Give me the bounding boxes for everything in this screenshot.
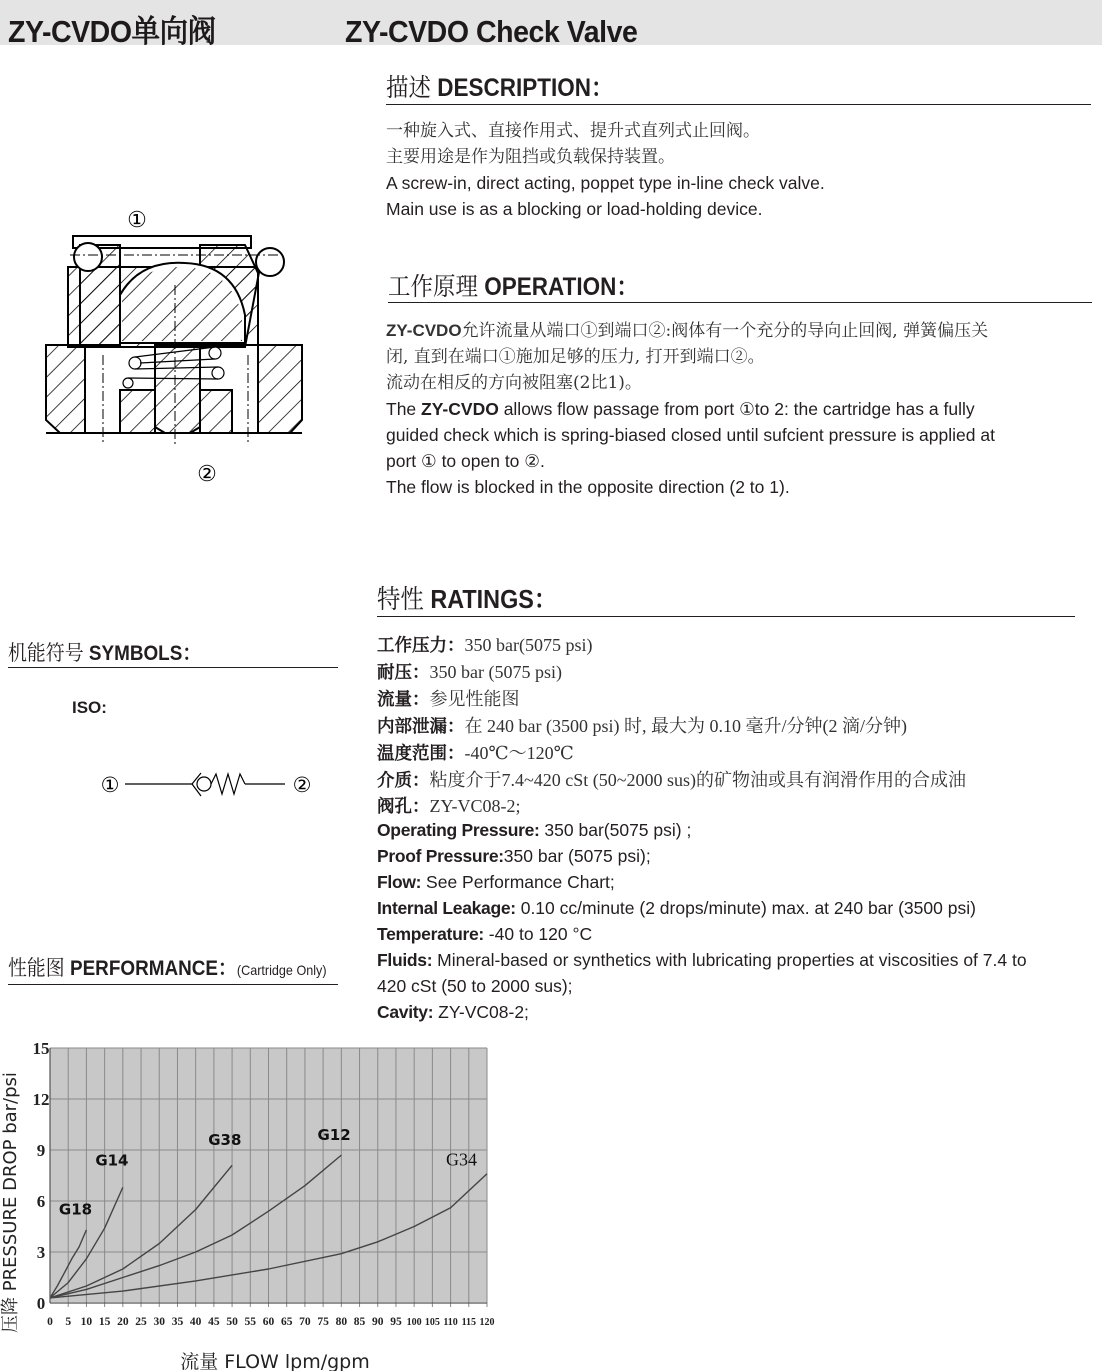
series-label: G14 [95, 1151, 129, 1170]
spring-icon [211, 774, 245, 794]
x-tick-label: 60 [262, 1316, 275, 1328]
x-tick-label: 25 [135, 1316, 147, 1328]
operation-line-7: The flow is blocked in the opposite direction (2 to 1). [386, 477, 790, 497]
x-tick-label: 115 [461, 1317, 477, 1328]
x-tick-label: 5 [65, 1316, 72, 1328]
y-tick-label: 9 [36, 1141, 46, 1160]
x-tick-label: 75 [317, 1316, 329, 1328]
rating-row: 阀孔：ZY-VC08-2; [377, 796, 521, 818]
description-heading: 描述 DESCRIPTION： [386, 72, 1091, 105]
rating-row: Operating Pressure: 350 bar(5075 psi) ; [377, 820, 692, 840]
operation-text [386, 318, 995, 500]
rating-row: 420 cSt (50 to 2000 sus); [377, 976, 573, 996]
x-tick-label: 15 [98, 1316, 111, 1328]
rating-row: Proof Pressure:350 bar (5075 psi); [377, 846, 651, 866]
rating-row: 温度范围：-40℃～120℃ [377, 742, 574, 764]
series-label: G18 [58, 1200, 93, 1219]
description-text [386, 118, 825, 222]
x-tick-label: 95 [390, 1316, 402, 1328]
ball-icon [197, 777, 211, 791]
description-line-cn-1: 一种旋入式、直接作用式、提升式直列式止回阀。 [386, 121, 760, 141]
y-tick-label: 15 [32, 1039, 50, 1058]
description-line-en-2: Main use is as a blocking or load-holding device. [386, 199, 763, 219]
x-tick-label: 70 [299, 1316, 311, 1328]
operation-line-4: The ZY-CVDO allows flow passage from port ①to 2: the cartridge has a fully [386, 399, 975, 419]
operation-line-6: port ① to open to ②. [386, 451, 545, 471]
x-tick-label: 110 [443, 1317, 458, 1328]
x-tick-label: 65 [280, 1316, 293, 1328]
series-label: G12 [317, 1125, 351, 1144]
x-tick-label: 50 [226, 1316, 238, 1328]
y-tick-label: 12 [32, 1090, 50, 1109]
ratings-cn-list [377, 633, 966, 821]
port-1-label: ① [127, 207, 147, 232]
operation-line-2: 闭, 直到在端口①施加足够的压力, 打开到端口②。 [386, 347, 765, 367]
x-tick-label: 85 [353, 1316, 366, 1328]
symbol-port-2: ② [292, 773, 312, 797]
ratings-en-list [377, 817, 1027, 1025]
rating-row: Flow: See Performance Chart; [377, 872, 615, 892]
rating-row: Internal Leakage: 0.10 cc/minute (2 drops/minute) max. at 240 bar (3500 psi) [377, 898, 976, 918]
x-tick-label: 0 [47, 1316, 53, 1328]
x-axis-label: 流量 FLOW lpm/gpm [180, 1351, 370, 1371]
iso-label: ISO: [72, 698, 107, 717]
symbol-port-1: ① [100, 773, 120, 797]
rating-row: Temperature: -40 to 120 °C [377, 924, 593, 944]
x-tick-label: 105 [424, 1317, 440, 1328]
iso-check-valve-symbol [95, 765, 320, 805]
ratings-heading: 特性 RATINGS： [377, 582, 1075, 617]
rating-row: 耐压：350 bar (5075 psi) [377, 661, 562, 683]
series-label: G38 [208, 1130, 242, 1149]
operation-line-1: ZY-CVDO允许流量从端口①到端口②:阀体有一个充分的导向止回阀, 弹簧偏压关 [386, 321, 989, 341]
operation-heading: 工作原理 OPERATION： [388, 270, 1092, 303]
performance-heading: 性能图 PERFORMANCE：(Cartridge Only) [8, 955, 338, 985]
x-tick-label: 35 [171, 1316, 184, 1328]
rating-row: 工作压力：350 bar(5075 psi) [377, 635, 593, 656]
x-tick-label: 100 [406, 1317, 422, 1328]
series-label: G34 [446, 1149, 478, 1170]
y-tick-label: 3 [36, 1243, 46, 1262]
port-2-label: ② [197, 461, 217, 486]
x-tick-label: 120 [479, 1317, 495, 1328]
y-axis-ticks [33, 1039, 50, 1313]
symbols-heading: 机能符号 SYMBOLS： [8, 640, 338, 668]
x-tick-label: 30 [153, 1316, 165, 1328]
operation-line-5: guided check which is spring-biased closed until sufcient pressure is applied at [386, 425, 995, 445]
valve-cross-section-drawing [40, 205, 330, 495]
y-tick-label: 6 [36, 1192, 46, 1211]
x-tick-label: 10 [80, 1316, 93, 1328]
x-tick-label: 40 [189, 1316, 202, 1328]
performance-chart [0, 1035, 500, 1371]
x-tick-label: 80 [335, 1316, 348, 1328]
rating-row: 内部泄漏：在 240 bar (3500 psi) 时, 最大为 0.10 毫升/分钟(2 滴/分钟) [377, 715, 907, 737]
y-tick-label: 0 [36, 1294, 46, 1313]
x-tick-label: 45 [208, 1316, 220, 1328]
x-axis-ticks [47, 1316, 494, 1328]
rating-row: 流量：参见性能图 [377, 688, 520, 710]
rating-row: Fluids: Mineral-based or synthetics with lubricating properties at viscosities of 7.4 to [377, 950, 1027, 970]
x-tick-label: 90 [372, 1316, 384, 1328]
rating-row: 介质：粘度介于7.4~420 cSt (50~2000 sus)的矿物油或具有润滑作用的合成油 [377, 769, 966, 791]
rating-row: Cavity: ZY-VC08-2; [377, 1002, 529, 1022]
operation-line-3: 流动在相反的方向被阻塞(2比1)。 [386, 373, 642, 393]
description-line-en-1: A screw-in, direct acting, poppet type in-line check valve. [386, 173, 825, 193]
description-line-cn-2: 主要用途是作为阻挡或负载保持装置。 [386, 147, 675, 167]
x-tick-label: 55 [244, 1316, 257, 1328]
x-tick-label: 20 [117, 1316, 129, 1328]
page-title-cn: ZY-CVDO单向阀 [8, 14, 216, 49]
y-axis-label: 压降 PRESSURE DROP bar/psi [0, 1072, 21, 1333]
page-title-en: ZY-CVDO Check Valve [345, 14, 638, 49]
